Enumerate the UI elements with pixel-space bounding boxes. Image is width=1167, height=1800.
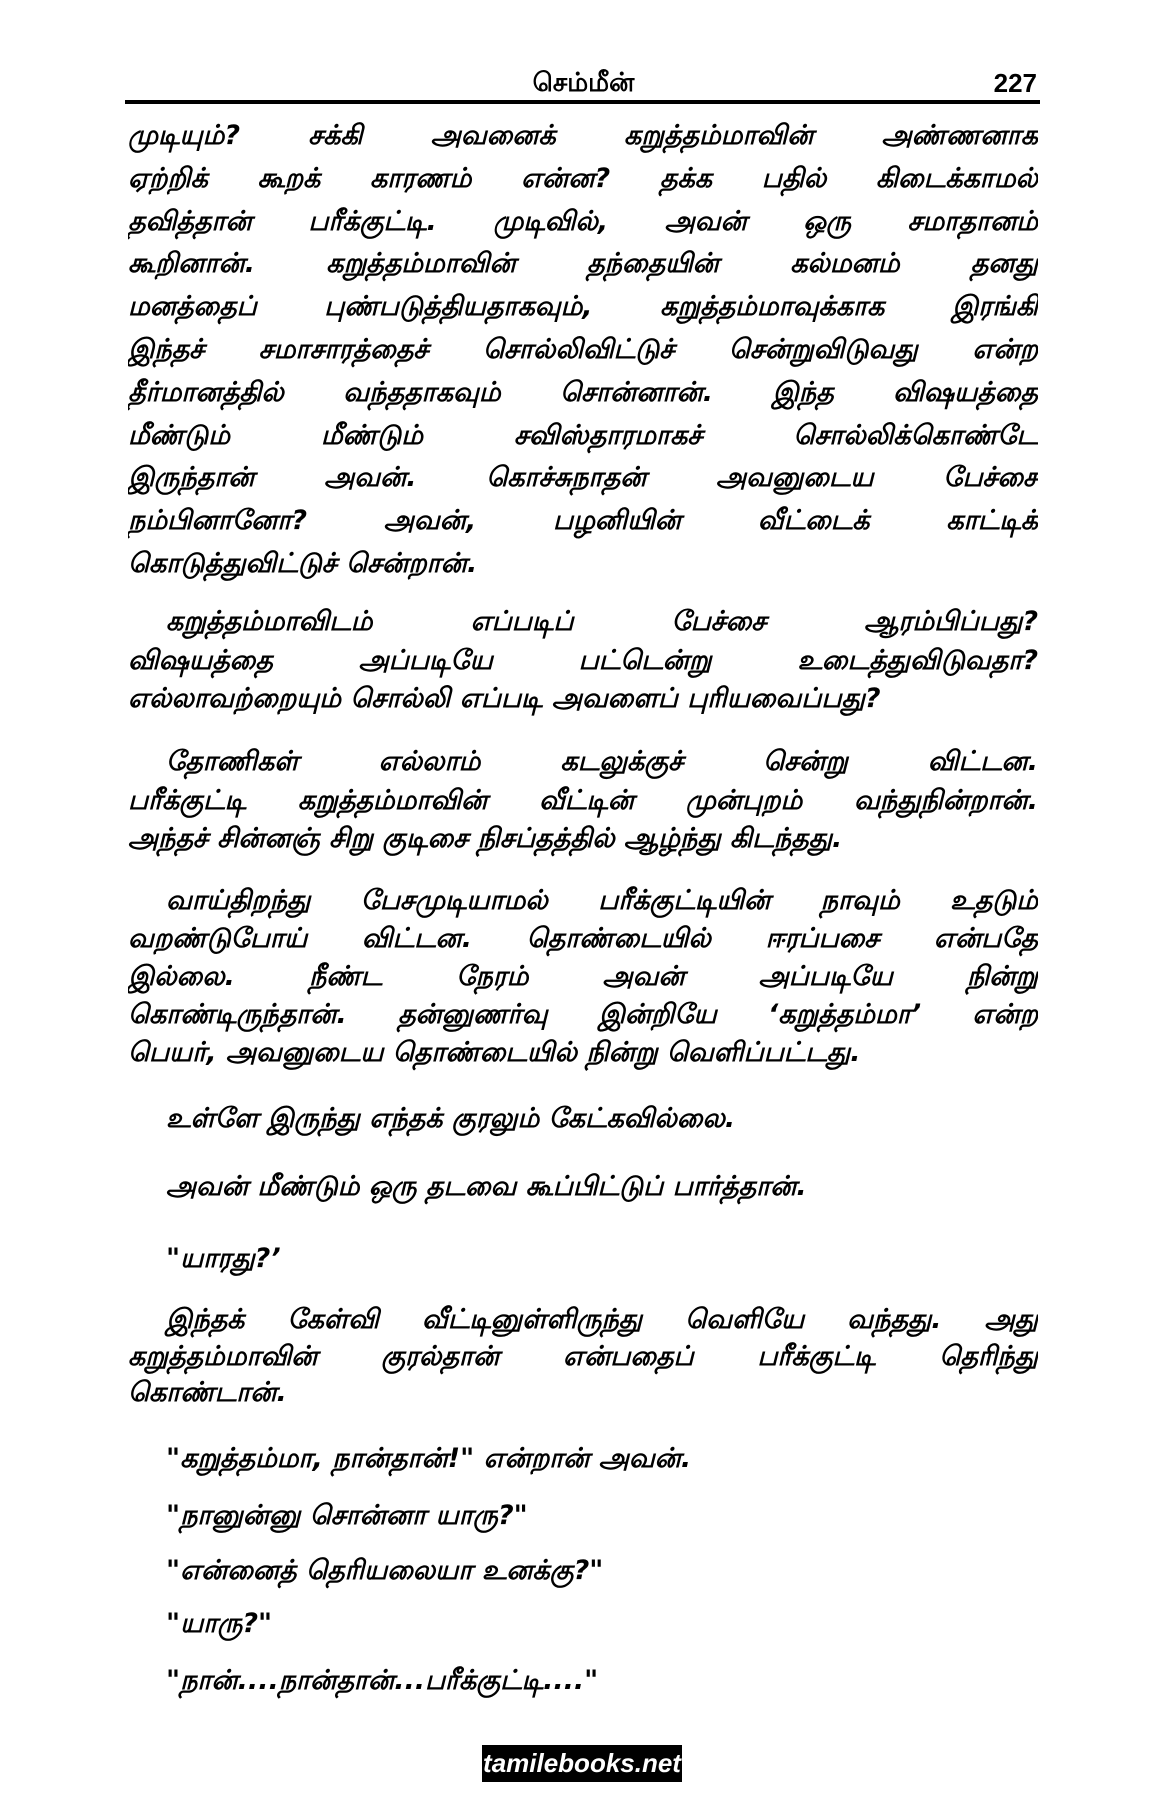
text-line: "யாரது?’ [166,1243,281,1274]
text-line: கொண்டான். [128,1377,287,1408]
paragraph [128,1605,1038,1643]
text-line: "கறுத்தம்மா, நான்தான்!" என்றான் அவன். [166,1443,692,1474]
text-line: மீண்டும் மீண்டும் சவிஸ்தாரமாகச் சொல்லிக்கொண்டே [128,419,1038,451]
paragraph [128,115,1038,586]
text-line: இருந்தான் அவன். கொச்சுநாதன் அவனுடைய பேச்சை [128,462,1038,494]
text-line: "யாரு?" [166,1608,273,1639]
text-line: முடியும்? சக்கி அவனைக் கறுத்தம்மாவின் அண்ணனாக [128,120,1038,151]
paragraph [128,1497,1038,1535]
header-rule [125,100,1040,104]
text-line: வறண்டுபோய் விட்டன. தொண்டையில் ஈரப்பசை என்பதே [128,923,1038,954]
text-line: உள்ளே இருந்து எந்தக் குரலும் கேட்கவில்லை. [166,1103,736,1134]
text-line: பரீக்குட்டி கறுத்தம்மாவின் வீட்டின் முன்புறம் வந்துநின்றான். [128,784,1038,816]
paragraph [128,743,1038,859]
running-header-title: செம்மீன் [532,68,635,98]
text-line: தவித்தான் பரீக்குட்டி. முடிவில், அவன் ஒரு சமாதானம் [128,205,1038,237]
paragraph [128,882,1038,1072]
text-line: "நான்....நான்தான்...பரீக்குட்டி...." [166,1665,599,1696]
text-line: "என்னைத் தெரியலையா உனக்கு?" [166,1555,604,1586]
paragraph [128,1168,1038,1206]
paragraph [128,1302,1038,1412]
text-line: கூறினான். கறுத்தம்மாவின் தந்தையின் கல்மனம் தனது [128,248,1038,280]
text-line: கொண்டிருந்தான். தன்னுணர்வு இன்றியே ‘கறுத்தம்மா’ என்ற [128,999,1038,1030]
text-line: இல்லை. நீண்ட நேரம் அவன் அப்படியே நின்று [128,961,1038,992]
text-line: "நானுன்னு சொன்னா யாரு?" [166,1500,528,1531]
paragraph [128,1440,1038,1478]
paragraph [128,1240,1038,1278]
text-line: இந்தச் சமாசாரத்தைச் சொல்லிவிட்டுச் சென்றுவிடுவது என்ற [128,333,1038,365]
text-line: ஏற்றிக் கூறக் காரணம் என்ன? தக்க பதில் கிடைக்காமல் [128,162,1038,194]
paragraph [128,1662,1038,1700]
text-line: கறுத்தம்மாவிடம் எப்படிப் பேச்சை ஆரம்பிப்பது? [166,606,1038,637]
text-line: தீர்மானத்தில் வந்ததாகவும் சொன்னான். இந்த விஷயத்தை [128,376,1038,408]
paragraph [128,1552,1038,1590]
text-line: நம்பினானோ? அவன், பழனியின் வீட்டைக் காட்டிக் [128,505,1038,537]
text-line: மனத்தைப் புண்படுத்தியதாகவும், கறுத்தம்மாவுக்காக இரங்கி [128,291,1038,323]
watermark-logo: tamilebooks.net [482,1745,682,1782]
text-line: எல்லாவற்றையும் சொல்லி எப்படி அவளைப் புரியவைப்பது? [128,683,881,714]
paragraph [128,603,1038,719]
page-number: 227 [993,68,1037,98]
paragraph [128,1100,1038,1138]
text-line: கொடுத்துவிட்டுச் சென்றான். [128,547,478,579]
text-line: வாய்திறந்து பேசமுடியாமல் பரீக்குட்டியின் நாவும் உதடும் [166,885,1038,916]
text-line: அவன் மீண்டும் ஒரு தடவை கூப்பிட்டுப் பார்த்தான். [166,1171,807,1202]
text-line: அந்தச் சின்னஞ் சிறு குடிசை நிசப்தத்தில் ஆழ்ந்து கிடந்தது. [128,823,843,854]
text-line: பெயர், அவனுடைய தொண்டையில் நின்று வெளிப்பட்டது. [128,1037,861,1068]
text-line: தோணிகள் எல்லாம் கடலுக்குச் சென்று விட்டன. [166,746,1038,777]
text-line: கறுத்தம்மாவின் குரல்தான் என்பதைப் பரீக்குட்டி தெரிந்து [128,1340,1038,1372]
text-line: இந்தக் கேள்வி வீட்டினுள்ளிருந்து வெளியே வந்தது. அது [166,1304,1038,1335]
text-line: விஷயத்தை அப்படியே பட்டென்று உடைத்துவிடுவதா? [128,644,1038,676]
